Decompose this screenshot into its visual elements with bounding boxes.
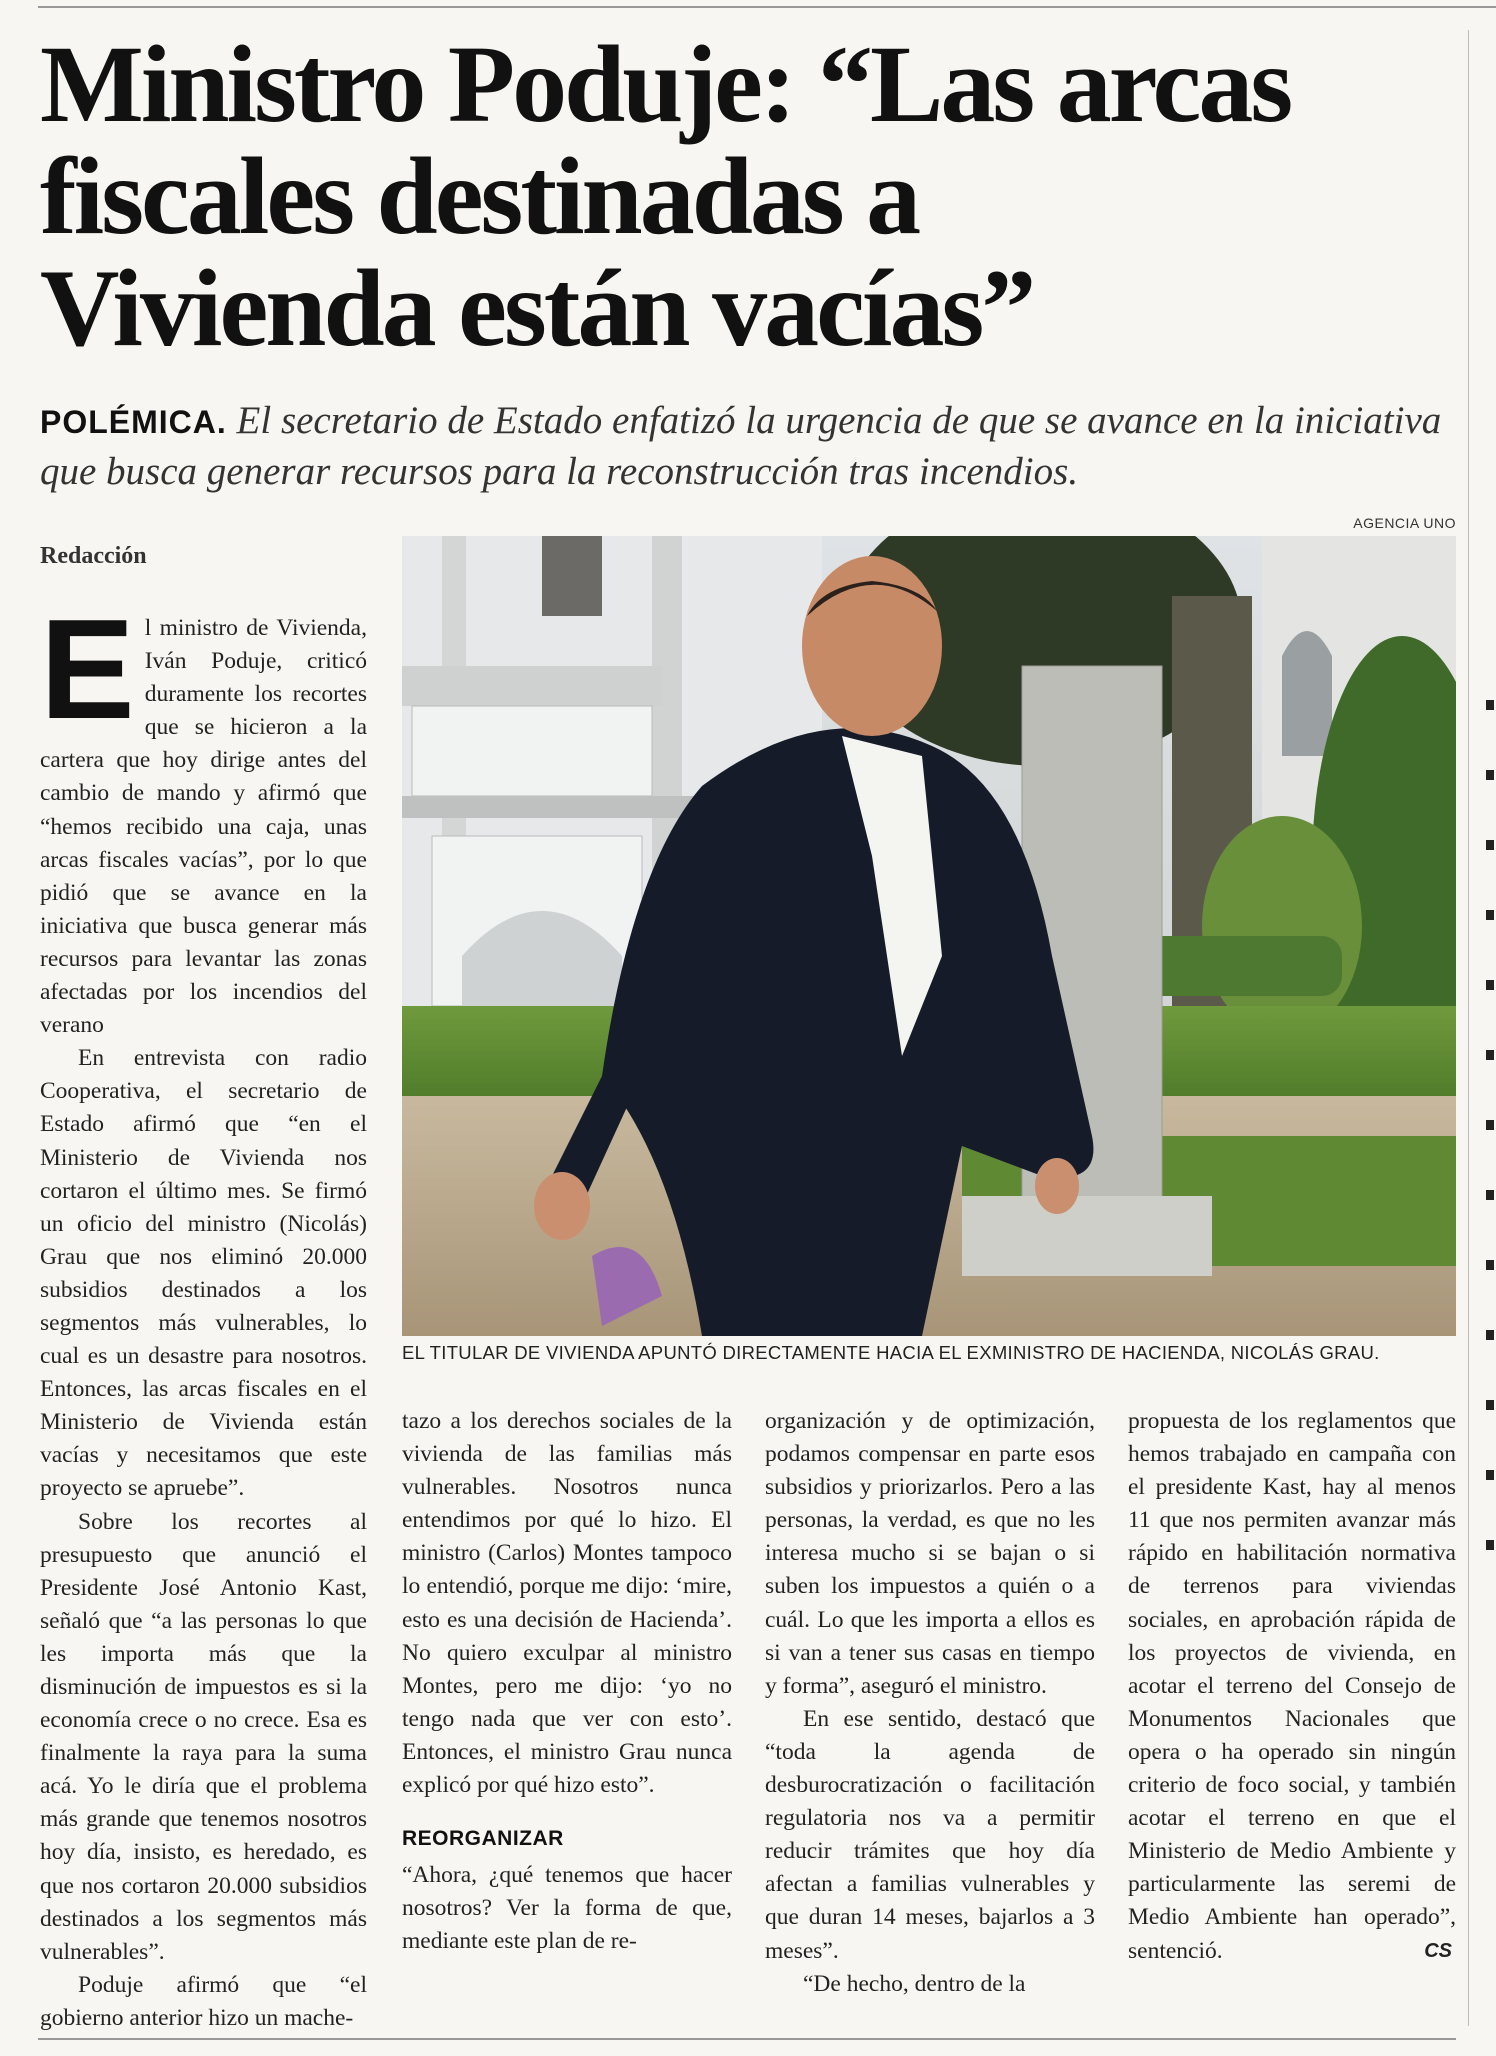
photo-illustration	[402, 536, 1456, 1336]
column-divider-right	[1468, 30, 1469, 2026]
body-paragraph-4-start: Poduje afirmó que “el gobierno anterior hizo un mache-	[40, 1971, 367, 2031]
article-column-4	[1128, 1405, 1456, 2045]
body-paragraph-1	[40, 590, 367, 1042]
article-column-2	[402, 1405, 732, 2045]
article-column-1	[40, 590, 367, 2037]
body-paragraph-1-text: l ministro de Vivienda, Iván Poduje, criticó duramente los recortes que se hicieron a la cartera que hoy dirige antes del cambio de mando y afirmó que “hemos recibido una caja, unas arcas fiscales vacías”, por lo que pidió que se avance en la iniciativa que busca generar más recursos para levantar las zonas afectadas por los incendios del verano	[40, 615, 367, 1039]
headline-line-2: fiscales destinadas a	[40, 135, 919, 257]
article-photo	[402, 536, 1456, 1336]
byline: Redacción	[40, 543, 147, 569]
subhead: REORGANIZAR	[402, 1827, 564, 1851]
photo-credit: AGENCIA UNO	[1353, 515, 1456, 531]
article-column-3	[765, 1405, 1095, 2045]
body-paragraph-6: En ese sentido, destacó que “toda la agenda de desburocratización o facilitación regulatoria nos va a permitir reducir trámites que hoy día afectan a familias vulnerables y que duran 14 meses, bajarlos a 3 meses”.	[765, 1705, 1095, 1964]
end-mark-icon: CS	[1424, 1939, 1452, 1962]
body-paragraph-7-start: “De hecho, dentro de la	[803, 1970, 1026, 1997]
lead-kicker: POLÉMICA.	[40, 404, 227, 440]
adjacent-article-edge	[1486, 700, 1494, 1600]
body-paragraph-5-cont: organización y de optimización, podamos compensar en parte esos subsidios y priorizarlos. Pero a las personas, la verdad, es que no les interesa mucho si se bajan o si suben los impuestos a quién o a cuál. Lo que les importa a ellos es si van a tener sus casas en tiempo y forma”, aseguró el ministro.	[765, 1408, 1095, 1699]
body-paragraph-5-start: “Ahora, ¿qué tenemos que hacer nosotros? Ver la forma de que, mediante este plan de re-	[402, 1862, 732, 1955]
body-paragraph-2: En entrevista con radio Cooperativa, el secretario de Estado afirmó que “en el Ministerio de Vivienda nos cortaron el último mes. Se firmó un oficio del ministro (Nicolás) Grau que nos eliminó 20.000 subsidios destinados a los segmentos más vulnerables, lo cual es un desastre para nosotros. Entonces, las arcas fiscales en el Ministerio de Vivienda están vacías y necesitamos que este proyecto se apruebe”.	[40, 1045, 367, 1502]
drop-cap: E	[40, 590, 135, 749]
body-paragraph-7-cont	[1128, 1405, 1456, 1968]
top-rule	[38, 6, 1496, 8]
bottom-rule	[38, 2038, 1456, 2040]
headline	[40, 23, 1460, 369]
photo-caption: EL TITULAR DE VIVIENDA APUNTÓ DIRECTAMENTE HACIA EL EXMINISTRO DE HACIENDA, NICOLÁS GRAU.	[402, 1342, 1380, 1363]
lead-text: El secretario de Estado enfatizó la urgencia de que se avance en la iniciativa que busca generar recursos para la reconstrucción tras incendios.	[40, 399, 1442, 493]
body-paragraph-7-cont-text: propuesta de los reglamentos que hemos trabajado en campaña con el presidente Kast, hay al menos 11 que nos permiten avanzar más rápido en habilitación normativa de terrenos para viviendas sociales, en aprobación rápida de los proyectos de vivienda, en acotar el terreno del Consejo de Monumentos Nacionales que opera o ha operado sin ningún criterio de foco social, y también acotar el terreno en que el Ministerio de Medio Ambiente y particularmente las seremi de Medio Ambiente han operado”, sentenció.	[1128, 1408, 1456, 1964]
body-paragraph-3: Sobre los recortes al presupuesto que anunció el Presidente José Antonio Kast, señaló que “a las personas lo que les importa más que la disminución de impuestos es si la economía crece o no crece. Esa es finalmente la raya para la suma acá. Yo le diría que el problema más grande que tenemos nosotros hoy día, insisto, es heredado, es que nos cortaron 20.000 subsidios destinados a los segmentos más vulnerables”.	[40, 1508, 367, 1965]
body-paragraph-4-cont: tazo a los derechos sociales de la vivienda de las familias más vulnerables. Nosotros nunca entendimos por qué lo hizo. El ministro (Carlos) Montes tampoco lo entendió, porque me dijo: ‘mire, esto es una decisión de Hacienda’. No quiero exculpar al ministro Montes, pero me dijo: ‘yo no tengo nada que ver con esto’. Entonces, el ministro Grau nunca explicó por qué hizo esto”.	[402, 1408, 732, 1799]
headline-line-1: Ministro Poduje: “Las arcas	[40, 23, 1291, 145]
headline-line-3: Vivienda están vacías”	[40, 247, 1034, 369]
lead-paragraph	[40, 396, 1460, 497]
